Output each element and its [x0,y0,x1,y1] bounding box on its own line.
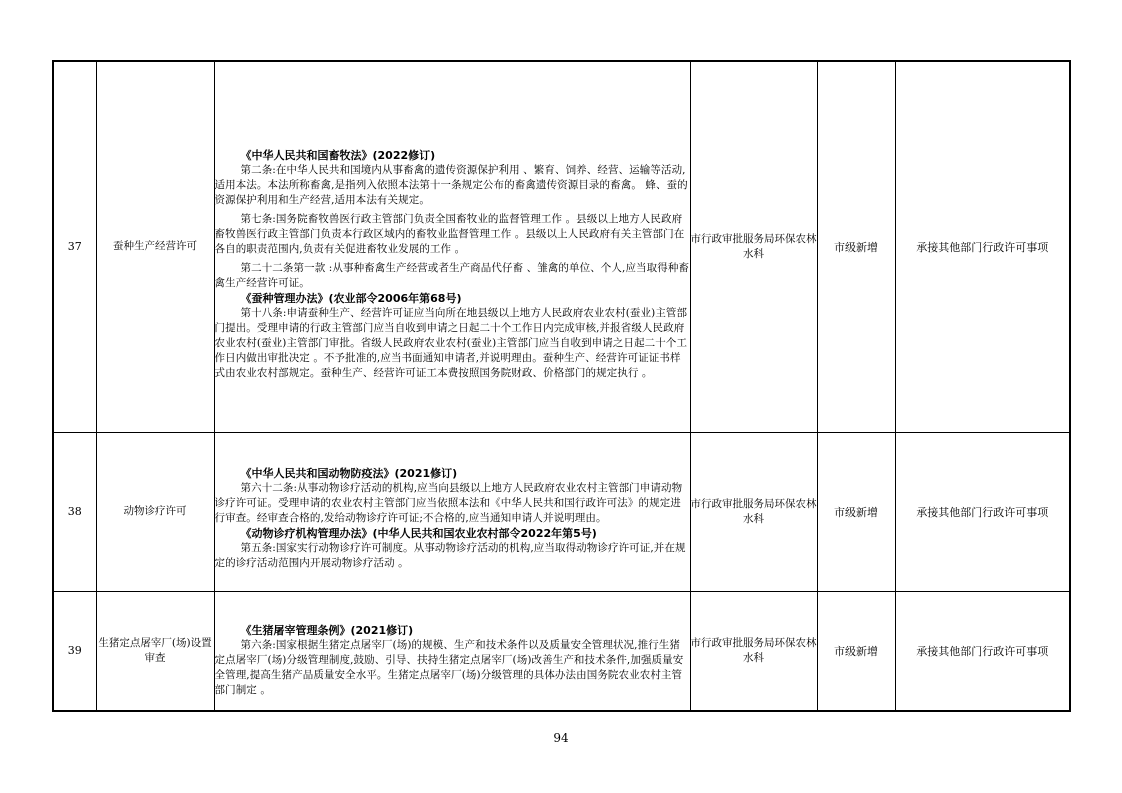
article-text: 第二十二条第一款 :从事种畜禽生产经营或者生产商品代仔畜 、雏禽的单位、个人,应当取得种畜禽生产经营许可证。 [214,262,690,290]
table-row [53,61,1070,432]
law-title: 《蚕种管理办法》(农业部令2006年第68号) [240,292,462,306]
law-title: 《生猪屠宰管理条例》(2021修订) [240,624,414,638]
department: 市行政审批服务局环保农林水科 [690,61,817,432]
department: 市行政审批服务局环保农林水科 [690,432,817,591]
remark: 承接其他部门行政许可事项 [895,61,1070,432]
item-name: 蚕种生产经营许可 [96,61,214,432]
legal-basis [214,432,690,591]
row-number: 37 [53,61,96,432]
department: 市行政审批服务局环保农林水科 [690,591,817,711]
item-name: 动物诊疗许可 [96,432,214,591]
row-number: 39 [53,591,96,711]
table-row [53,432,1070,591]
article-text: 第十八条:申请蚕种生产、经营许可证应当向所在地县级以上地方人民政府农业农村(蚕业)主管部门提出。受理申请的行政主管部门应当自收到申请之日起二十个工作日内完成审核,并报省级人民政府农业农村(蚕业)主管部门审批。省级人民政府农业农村(蚕业)主管部门应当自收到申请之日起二十个工作日内做出审批决定 。不予批准的,应当书面通知申请者,并说明理由。蚕种生产、经营许可证证书样式由农业农村部规定。蚕种生产、经营许可证工本费按照国务院财政、价格部门的规定执行 。 [214,307,688,380]
remark: 承接其他部门行政许可事项 [895,591,1070,711]
approval-items-table [52,60,1071,712]
remark: 承接其他部门行政许可事项 [895,432,1070,591]
legal-basis [214,61,690,432]
item-type: 市级新增 [817,432,895,591]
article-text: 第六条:国家根据生猪定点屠宰厂(场)的规模、生产和技术条件以及质量安全管理状况,推行生猪定点屠宰厂(场)分级管理制度,鼓励、引导、扶持生猪定点屠宰厂(场)改善生产和技术条件,加强质量安全管理,提高生猪产品质量安全水平。生猪定点屠宰厂(场)分级管理的具体办法由国务院农业农村主管部门制定 。 [214,639,684,697]
article-text: 第七条:国务院畜牧兽医行政主管部门负责全国畜牧业的监督管理工作 。县级以上地方人民政府畜牧兽医行政主管部门负责本行政区域内的畜牧业监督管理工作 。县级以上人民政府有关主管部门在各自的职责范围内,负责有关促进畜牧业发展的工作 。 [214,213,685,256]
page-number: 94 [553,731,569,745]
law-title: 《中华人民共和国动物防疫法》(2021修订) [240,467,458,480]
article-text: 第五条:国家实行动物诊疗许可制度。从事动物诊疗活动的机构,应当取得动物诊疗许可证,并在规定的诊疗活动范围内开展动物诊疗活动 。 [214,542,686,569]
item-name: 生猪定点屠宰厂(场)设置审查 [96,591,214,711]
law-title: 《中华人民共和国畜牧法》(2022修订) [240,149,436,163]
item-type: 市级新增 [817,61,895,432]
item-type: 市级新增 [817,591,895,711]
legal-basis [214,591,690,711]
law-title: 《动物诊疗机构管理办法》(中华人民共和国农业农村部令2022年第5号) [240,527,597,540]
table-row [53,591,1070,711]
article-text: 第二条:在中华人民共和国境内从事畜禽的遗传资源保护利用 、繁育、饲养、经营、运输等活动,适用本法。本法所称畜禽,是指列入依照本法第十一条规定公布的畜禽遗传资源目录的畜禽。 蜂、蚕的资源保护利用和生产经营,适用本法有关规定。 [214,164,688,207]
row-number: 38 [53,432,96,591]
article-text: 第六十二条:从事动物诊疗活动的机构,应当向县级以上地方人民政府农业农村主管部门申请动物诊疗许可证。受理申请的农业农村主管部门应当依照本法和《中华人民共和国行政许可法》的规定进行审查。经审查合格的,发给动物诊疗许可证;不合格的,应当通知申请人并说明理由。 [214,482,683,524]
